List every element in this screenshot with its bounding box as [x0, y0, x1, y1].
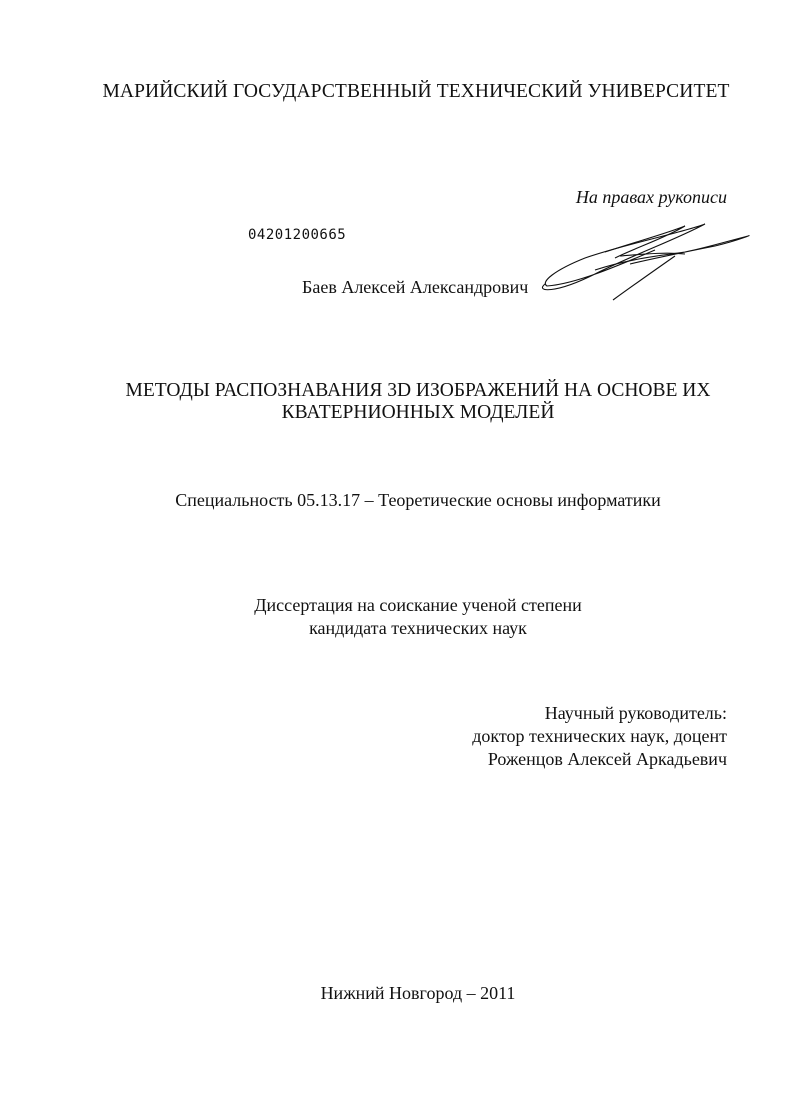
supervisor-block [472, 702, 727, 771]
supervisor-name: Роженцов Алексей Аркадьевич [487, 749, 727, 769]
manuscript-note: На правах рукописи [575, 187, 727, 207]
title-line: КВАТЕРНИОННЫХ МОДЕЛЕЙ [281, 402, 555, 423]
supervisor-degree: доктор технических наук, доцент [472, 726, 727, 746]
registration-code: 04201200665 [248, 227, 347, 243]
author-signature [535, 212, 755, 302]
author-name: Баев Алексей Александрович [302, 277, 529, 297]
dissertation-title [0, 380, 793, 424]
degree-line: Диссертация на соискание ученой степени [254, 595, 582, 615]
title-line: МЕТОДЫ РАСПОЗНАВАНИЯ 3D ИЗОБРАЖЕНИЙ НА ОСНОВЕ ИХ [125, 380, 711, 401]
university-name: МАРИЙСКИЙ ГОСУДАРСТВЕННЫЙ ТЕХНИЧЕСКИЙ УНИВЕРСИТЕТ [102, 81, 730, 102]
degree-statement [0, 594, 793, 640]
specialty: Специальность 05.13.17 – Теоретические основы информатики [175, 490, 661, 510]
degree-line: кандидата технических наук [309, 618, 527, 638]
city-year: Нижний Новгород – 2011 [320, 983, 516, 1003]
supervisor-label: Научный руководитель: [544, 703, 727, 723]
